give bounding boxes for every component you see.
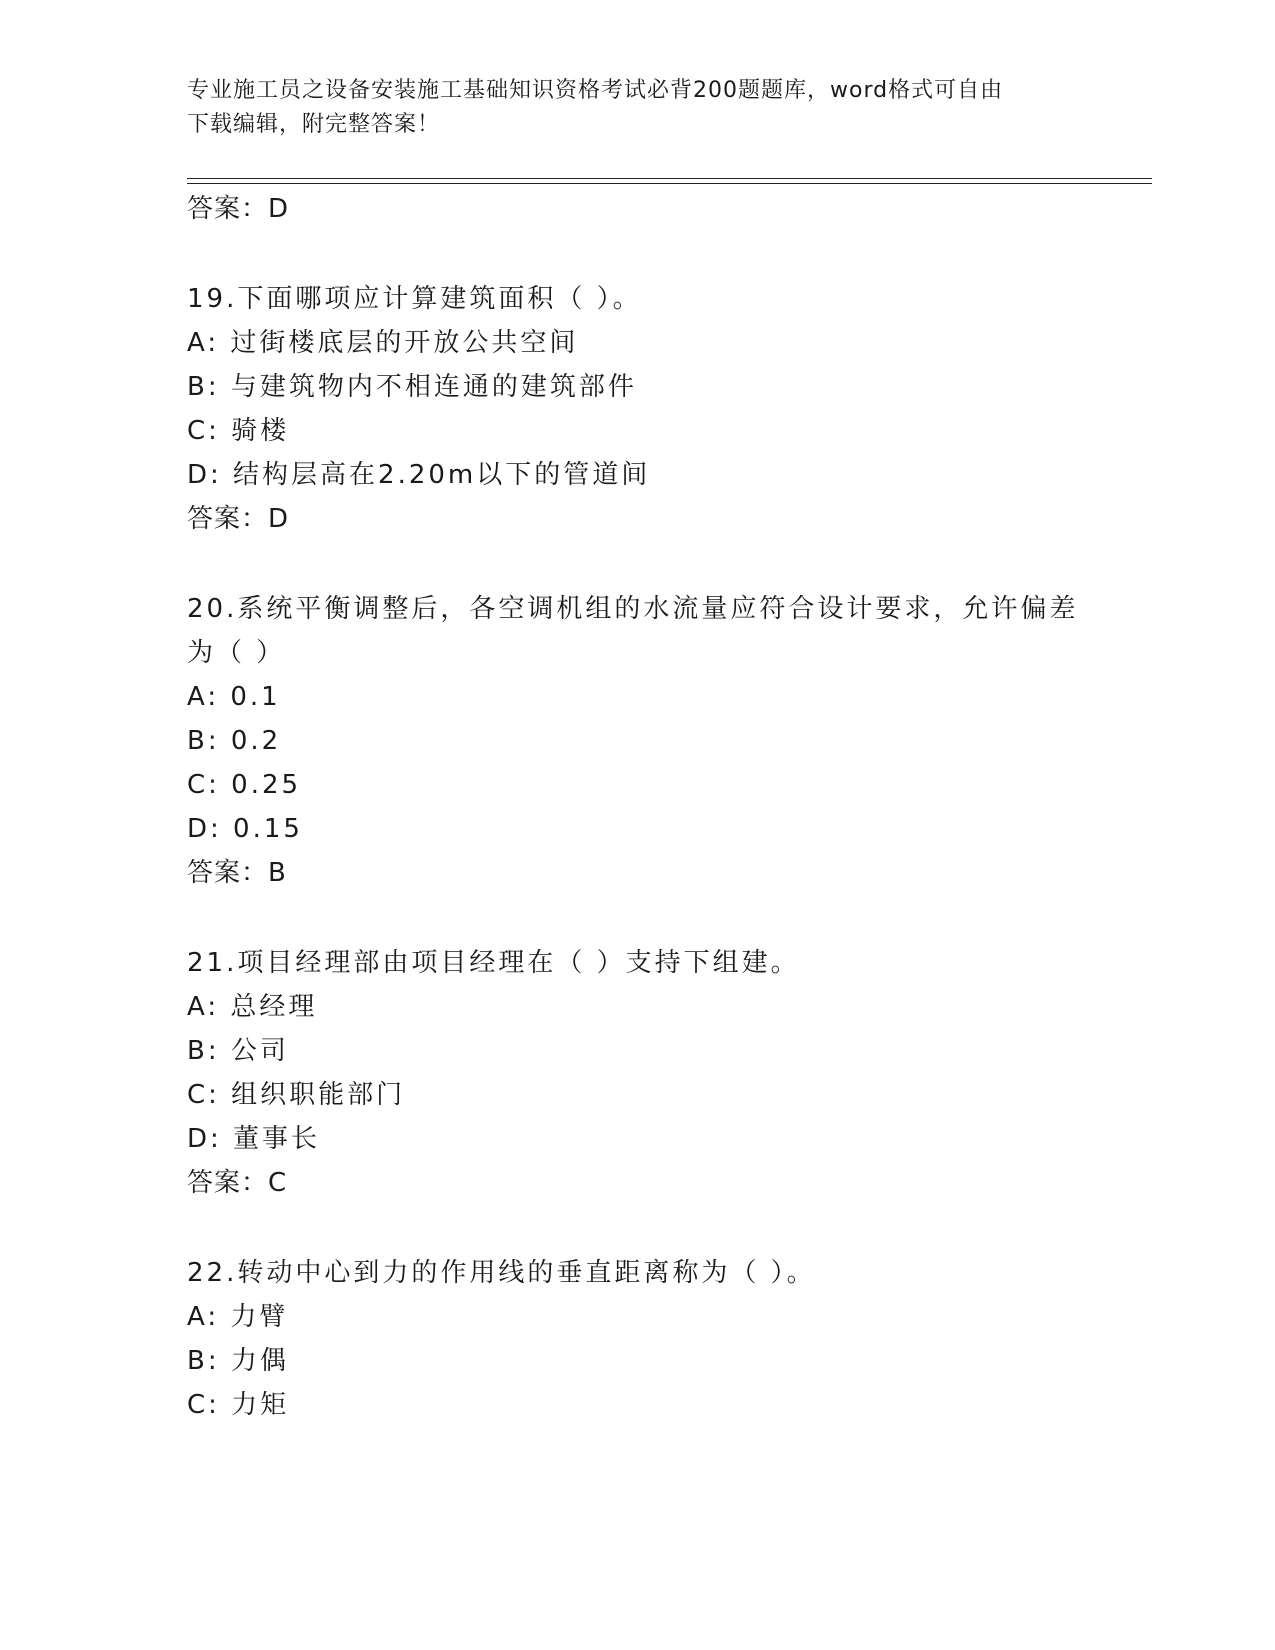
header-divider-top: [187, 178, 1152, 179]
question-19-option-b: B: 与建筑物内不相连通的建筑部件: [187, 372, 637, 402]
question-21-option-a: A: 总经理: [187, 992, 318, 1022]
header-divider-bottom: [187, 183, 1152, 184]
document-header: [187, 74, 1087, 142]
question-20-option-c: C: 0.25: [187, 770, 302, 800]
answer-line: 答案：D: [187, 194, 290, 224]
question-22-stem: 22.转动中心到力的作用线的垂直距离称为（ ）。: [187, 1258, 816, 1288]
question-20-stem-continued: 为（ ）: [187, 638, 286, 668]
question-20-stem: 20.系统平衡调整后，各空调机组的水流量应符合设计要求，允许偏差: [187, 594, 1079, 624]
header-line-1: 专业施工员之设备安装施工基础知识资格考试必背200题题库，word格式可自由: [187, 78, 1004, 103]
question-21-option-b: B: 公司: [187, 1036, 289, 1066]
question-21-option-d: D: 董事长: [187, 1124, 321, 1154]
question-19-option-d: D: 结构层高在2.20m以下的管道间: [187, 460, 651, 490]
question-21-option-c: C: 组织职能部门: [187, 1080, 406, 1110]
question-20-option-d: D: 0.15: [187, 814, 303, 844]
question-21-stem: 21.项目经理部由项目经理在（ ）支持下组建。: [187, 948, 800, 978]
question-19-option-c: C: 骑楼: [187, 416, 290, 446]
question-19-stem: 19.下面哪项应计算建筑面积（ ）。: [187, 284, 642, 314]
question-20-option-b: B: 0.2: [187, 726, 282, 756]
question-22-option-c: C: 力矩: [187, 1390, 290, 1420]
question-22-option-b: B: 力偶: [187, 1346, 289, 1376]
question-21-answer: 答案：C: [187, 1168, 288, 1198]
header-line-2: 下载编辑，附完整答案！: [187, 112, 441, 137]
question-19-answer: 答案：D: [187, 504, 290, 534]
question-22-option-a: A: 力臂: [187, 1302, 289, 1332]
question-20-option-a: A: 0.1: [187, 682, 281, 712]
question-19-option-a: A: 过街楼底层的开放公共空间: [187, 328, 579, 358]
question-20-answer: 答案：B: [187, 858, 287, 888]
